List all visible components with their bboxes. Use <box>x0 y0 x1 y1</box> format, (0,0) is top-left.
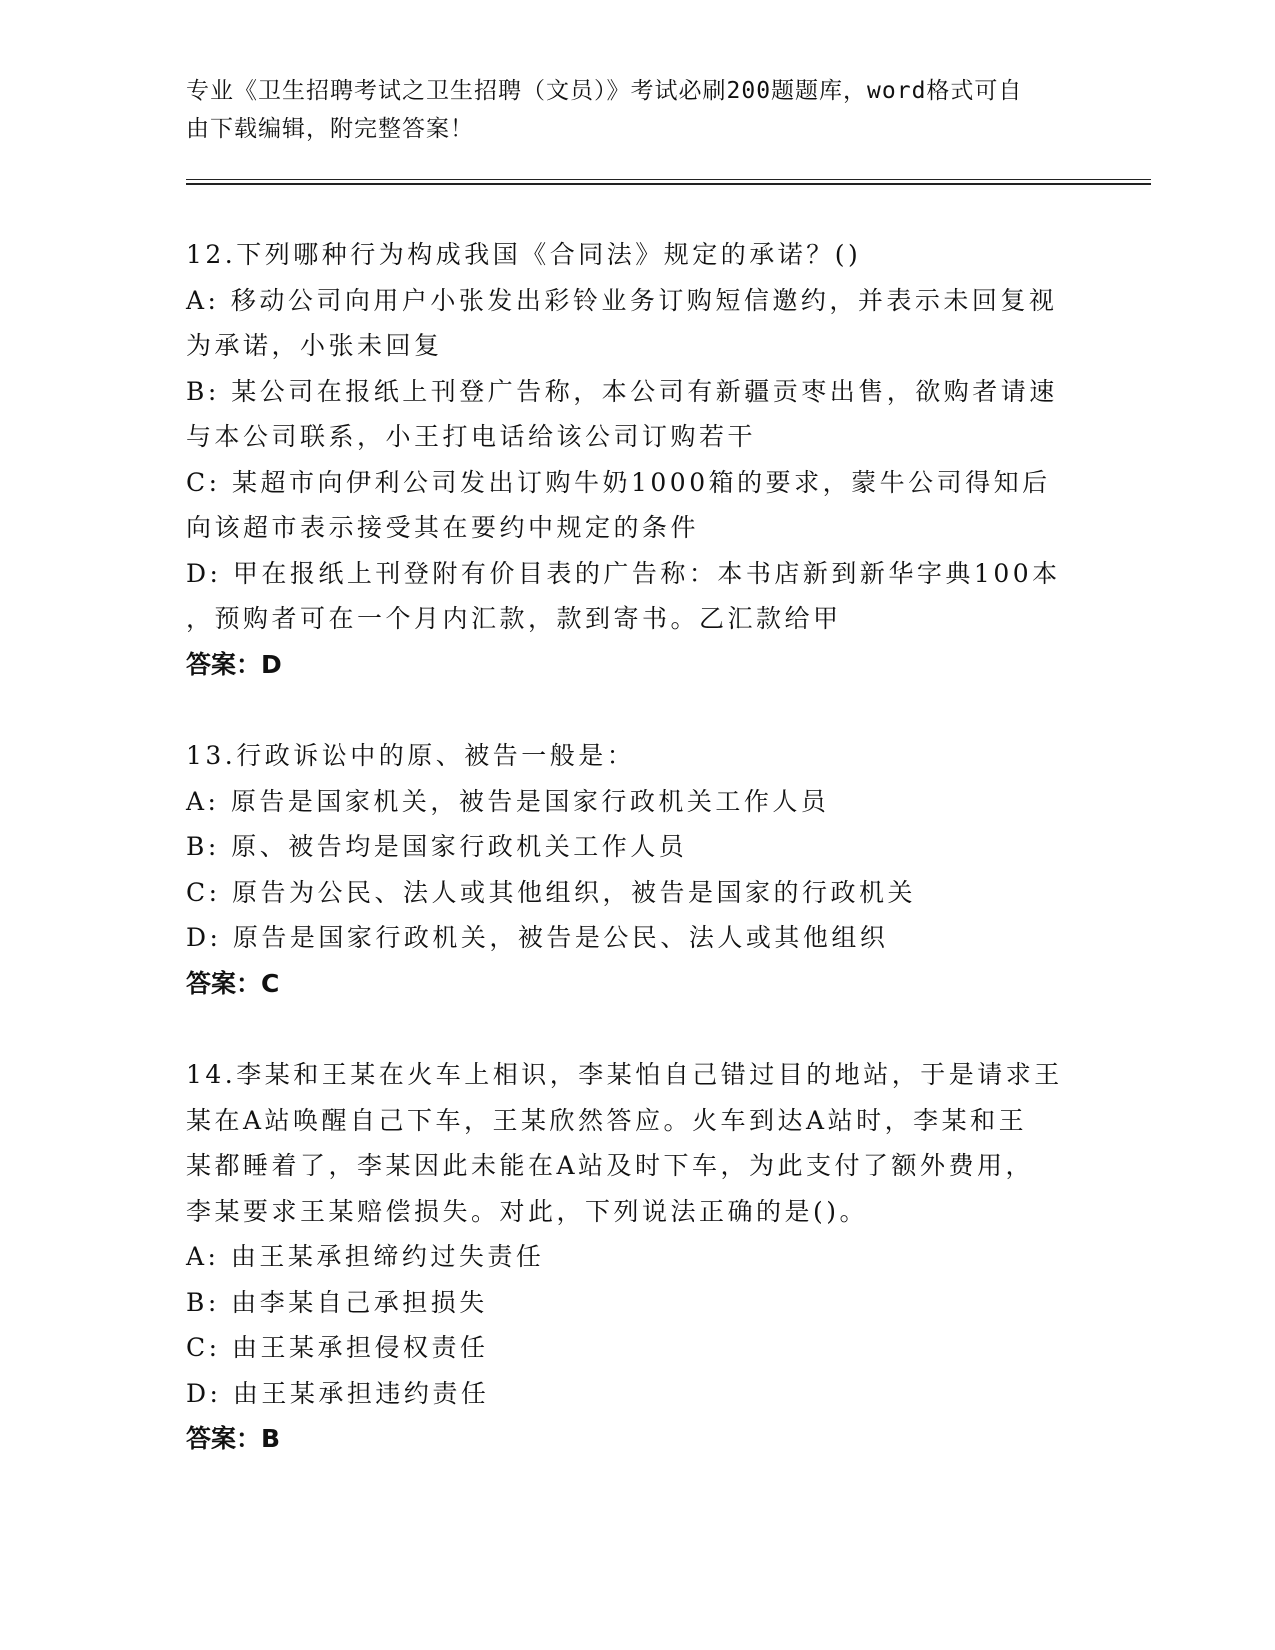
question-stem: 李某要求王某赔偿损失。对此，下列说法正确的是()。 <box>186 1196 869 1226</box>
question-12 <box>186 232 1086 687</box>
question-stem: 12.下列哪种行为构成我国《合同法》规定的承诺？() <box>186 240 862 269</box>
question-stem: 某在A站唤醒自己下车，王某欣然答应。火车到达A站时，李某和王 <box>186 1105 1028 1135</box>
question-14 <box>186 1052 1086 1462</box>
option-line: 为承诺，小张未回复 <box>186 331 443 360</box>
question-stem: 14.李某和王某在火车上相识，李某怕自己错过目的地站，于是请求王 <box>186 1060 1063 1089</box>
answer-label: 答案：C <box>186 968 280 998</box>
option-line: C: 原告为公民、法人或其他组织，被告是国家的行政机关 <box>186 877 917 907</box>
answer-label: 答案：B <box>186 1424 281 1453</box>
option-line: C: 某超市向伊利公司发出订购牛奶1000箱的要求，蒙牛公司得知后 <box>186 467 1051 497</box>
header-line: 专业《卫生招聘考试之卫生招聘（文员）》考试必刷200题题库，word格式可自 <box>186 78 1023 104</box>
header-line: 由下载编辑，附完整答案！ <box>186 116 474 142</box>
header-divider <box>186 183 1151 185</box>
document-header <box>186 72 1066 148</box>
option-line: B: 由李某自己承担损失 <box>186 1287 488 1317</box>
option-line: ，预购者可在一个月内汇款，款到寄书。乙汇款给甲 <box>186 604 842 633</box>
option-line: B: 某公司在报纸上刊登广告称，本公司有新疆贡枣出售，欲购者请速 <box>186 376 1058 406</box>
question-stem: 某都睡着了，李某因此未能在A站及时下车，为此支付了额外费用， <box>186 1151 1035 1180</box>
option-line: 向该超市表示接受其在要约中规定的条件 <box>186 513 700 542</box>
option-line: A: 原告是国家机关，被告是国家行政机关工作人员 <box>186 786 830 816</box>
option-line: 与本公司联系，小王打电话给该公司订购若干 <box>186 422 757 451</box>
header-divider <box>186 179 1151 180</box>
question-13 <box>186 733 1086 1006</box>
option-line: D: 原告是国家行政机关，被告是公民、法人或其他组织 <box>186 923 889 952</box>
option-line: D: 由王某承担违约责任 <box>186 1378 490 1408</box>
option-line: A: 移动公司向用户小张发出彩铃业务订购短信邀约，并表示未回复视 <box>186 285 1058 315</box>
option-line: B: 原、被告均是国家行政机关工作人员 <box>186 832 688 861</box>
question-list <box>186 232 1086 1508</box>
option-line: C: 由王某承担侵权责任 <box>186 1333 489 1362</box>
question-stem: 13.行政诉讼中的原、被告一般是： <box>186 741 636 770</box>
answer-label: 答案：D <box>186 649 282 679</box>
option-line: A: 由王某承担缔约过失责任 <box>186 1242 545 1271</box>
option-line: D: 甲在报纸上刊登附有价目表的广告称：本书店新到新华字典100本 <box>186 558 1061 588</box>
